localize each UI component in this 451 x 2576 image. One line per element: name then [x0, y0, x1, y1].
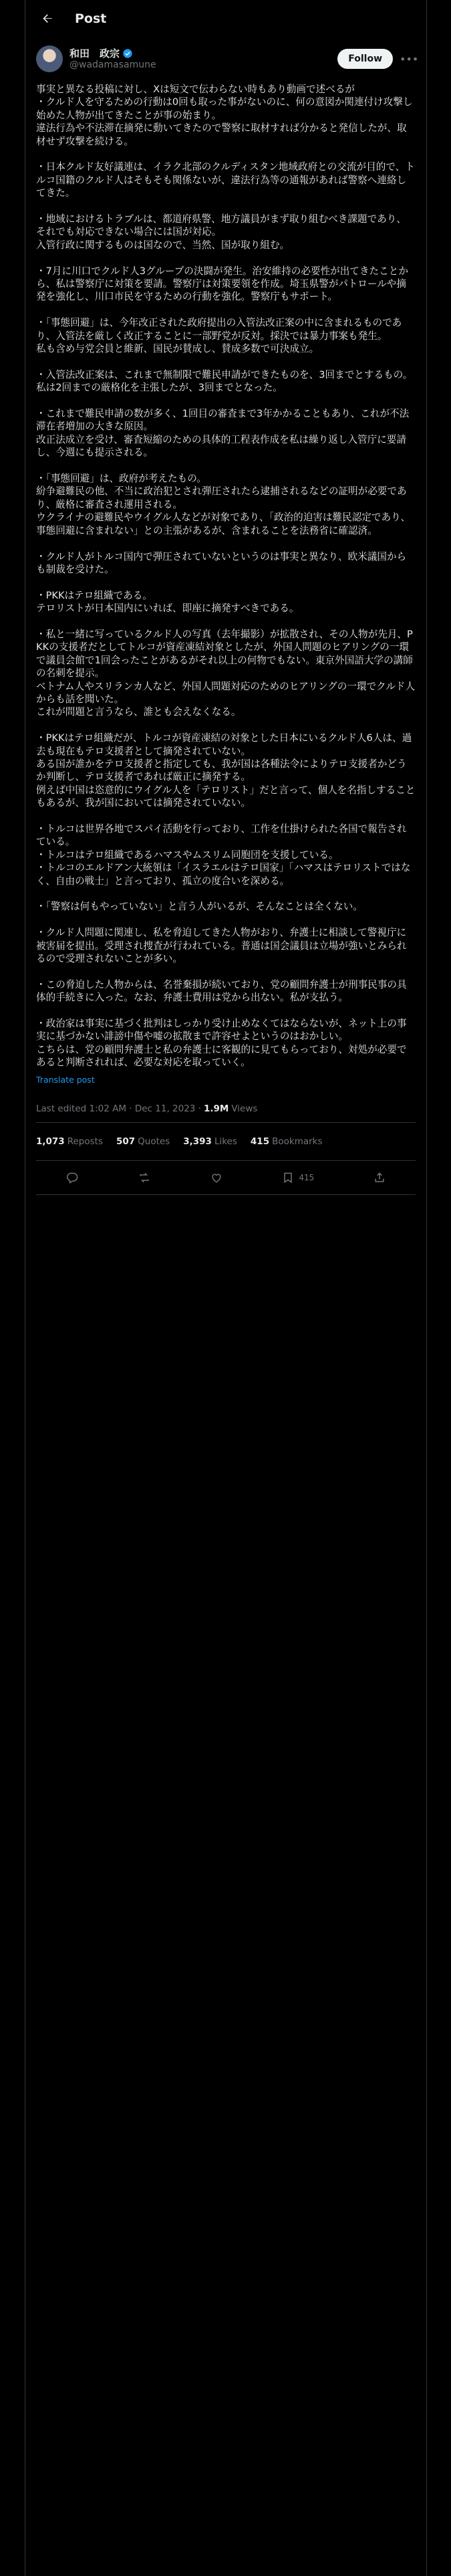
reposts-stat[interactable] [36, 1136, 103, 1147]
post-column [25, 0, 427, 2576]
post-paragraph: ・「警察は何もやっていない」と言う人がいるが、そんなことは全くない。 [36, 901, 363, 913]
post-paragraph: ・地域におけるトラブルは、都道府県警、地方議員がまず取り組むべき課題であり、それでも対応できない場合には国が対応。 入管行政に関するものは国なので、当然、国が取り組む。 [36, 213, 406, 251]
avatar[interactable] [36, 45, 63, 72]
top-bar [25, 0, 426, 37]
post-paragraph: ・政治家は事実に基づく批判はしっかり受け止めなくてはならないが、ネット上の事実に基づかない誹謗中傷や嘘の拡散まで許容せよというのはおかしい。 こちらは、党の顧問弁護士と私の弁護士に客観的に見てもらっており、対処が必要であると判断されれば、必要な対応を取っていく。 [36, 1018, 407, 1069]
likes-count: 3,393 [183, 1136, 212, 1147]
engagement-stats [36, 1123, 416, 1161]
post-paragraph: 事実と異なる投稿に対し、Xは短文で伝わらない時もあり動画で述べるが ・クルド人を守るための行動は0回も取った事がないのに、何の意図か関連付け攻撃し始めた人物が出てきたことが事の始まり。 違法行為や不法滞在摘発に動いてきたので警察に取材すれば分かると発信したが、取材せず攻撃を続ける。 [36, 84, 413, 147]
post-paragraph: ・この脅迫した人物からは、名誉棄損が続いており、党の顧問弁護士が刑事民事の具体的手続きに入った。なお、弁護士費用は党から出ない。私が支払う。 [36, 978, 407, 1004]
author-name[interactable]: 和田 政宗 [69, 47, 120, 60]
post-paragraph: ・入管法改正案は、これまで無制限で難民申請ができたものを、3回までとするもの。 私は2回までの厳格化を主張したが、3回までとなった。 [36, 368, 413, 394]
reposts-label: Reposts [67, 1136, 103, 1147]
likes-label: Likes [214, 1136, 237, 1147]
share-icon [373, 1171, 386, 1184]
post-paragraph: ・「事態回避」は、今年改正された政府提出の入管法改正案の中に含まれるものであり、入管法を厳しく改正することに一部野党が反対。採決では暴力事案も発生。 私も含め与党会員と維新、国民が賛成し、賛成多数で可決成立。 [36, 317, 402, 355]
bookmark-icon [281, 1171, 295, 1184]
post-paragraph: ・クルド人がトルコ国内で弾圧されていないというのは事実と異なり、欧米議国からも制裁を受けた。 [36, 550, 407, 575]
post-body [25, 76, 426, 1069]
back-button[interactable] [36, 7, 59, 30]
quotes-count: 507 [116, 1136, 136, 1147]
last-edited[interactable]: Last edited 1:02 AM · Dec 11, 2023 · [36, 1103, 201, 1114]
follow-button[interactable]: Follow [337, 49, 393, 69]
like-icon [210, 1171, 223, 1184]
bookmarks-stat[interactable] [251, 1136, 323, 1147]
page-title: Post [75, 11, 107, 26]
quotes-label: Quotes [138, 1136, 170, 1147]
post-paragraph: ・私と一緒に写っているクルド人の写真（去年撮影）が拡散され、その人物が先月、PKKの支援者だとしてトルコが資産凍結対象としたが、外国人問題のヒアリングの一環で議員会館で1回会ったことがあるがそれ以上の何物でもない。東京外国語大学の講師の名刺を提示。 ベトナム人やスリランカ人など、外国人問題対応のためのヒアリングの一環でクルド人からも話を聞いた。 これが問題と言うなら、誰とも会えなくなる。 [36, 628, 416, 718]
reply-button[interactable] [65, 1171, 79, 1184]
quotes-stat[interactable] [116, 1136, 170, 1147]
bookmark-button[interactable] [281, 1171, 314, 1184]
reposts-count: 1,073 [36, 1136, 65, 1147]
back-arrow-icon [41, 12, 54, 25]
post-paragraph: ・PKKはテロ組織である。 テロリストが日本国内にいれば、即座に摘発すべきである。 [36, 589, 299, 615]
author-handle[interactable]: @wadamasamune [69, 59, 156, 70]
post-paragraph: ・日本クルド友好議連は、イラク北部のクルディスタン地域政府との交流が目的で、トルコ国籍のクルド人はそもそも関係ないが、違法行為等の通報があれば警察へ連絡してきた。 [36, 161, 415, 199]
views-label: Views [231, 1103, 258, 1114]
share-button[interactable] [373, 1171, 386, 1184]
bookmarks-label: Bookmarks [272, 1136, 323, 1147]
repost-icon [138, 1171, 151, 1184]
post-paragraph: ・7月に川口でクルド人3グループの決闘が発生。治安維持の必要性が出てきたことから、私は警察庁に対策を要請。警察庁は対策要領を作成。埼玉県警がパトロールや摘発を強化し、川口市民を守るための行動を強化。警察庁もサポート。 [36, 265, 408, 303]
post-paragraph: ・トルコは世界各地でスパイ活動を行っており、工作を仕掛けられた各国で報告されている。 ・トルコはテロ組織であるハマスやムスリム同胞団を支援している。 ・トルコのエルドアン大統領は「イスラエルはテロ国家」「ハマスはテロリストではなく、自由の戦士」と言っており、孤立の度合いを深める。 [36, 823, 411, 887]
likes-stat[interactable] [183, 1136, 237, 1147]
post-paragraph: ・クルド人問題に関連し、私を脅迫してきた人物がおり、弁護士に相談して警視庁に被害届を提出。受理され捜査が行われている。普通は国会議員は立場が強いとみられるので受理されないことが多い。 [36, 927, 407, 964]
reply-icon [65, 1171, 79, 1184]
author-row [25, 37, 426, 76]
post-meta [36, 1095, 416, 1123]
bookmark-count: 415 [299, 1172, 315, 1182]
post-paragraph: ・PKKはテロ組織だが、トルコが資産凍結の対象とした日本にいるクルド人6人は、過去も現在もテロ支援者として摘発されていない。 ある国が誰かをテロ支援者と指定しても、我が国は各種法令によりテロ支援者かどうか判断し、テロ支援者であれば厳正に摘発する。 例えば中国は恣意的にウイグル人を「テロリスト」だと言って、個人を名指しすることもあるが、我が国においては摘発されていない。 [36, 732, 416, 809]
repost-button[interactable] [138, 1171, 151, 1184]
views-count: 1.9M [203, 1103, 229, 1114]
post-paragraph: ・これまで難民申請の数が多く、1回目の審査まで3年かかることもあり、これが不法滞在者増加の大きな原因。 改正法成立を受け、審査短縮のための具体的工程表作成を私は繰り返し入管庁に要請し、今週にも提示される。 [36, 408, 410, 459]
translate-post-link[interactable]: Translate post [36, 1074, 95, 1085]
verified-badge-icon [122, 48, 133, 59]
post-paragraph: ・「事態回避」は、政府が考えたもの。 紛争避難民の他、不当に政治犯とされ弾圧されたら逮捕されるなどの証明が必要であり、厳格に審査され運用される。 ウクライナの避難民やウイグル人などが対象であり、「政治的迫害は難民認定であり、事態回避に含まれない」との主張があるが、含まれることを法務省に確認済。 [36, 473, 411, 536]
bookmarks-count: 415 [250, 1136, 270, 1147]
more-icon[interactable]: ••• [400, 52, 419, 66]
author-info [69, 47, 337, 71]
action-bar [36, 1161, 416, 1195]
like-button[interactable] [210, 1171, 223, 1184]
author-name-row[interactable] [69, 47, 337, 60]
